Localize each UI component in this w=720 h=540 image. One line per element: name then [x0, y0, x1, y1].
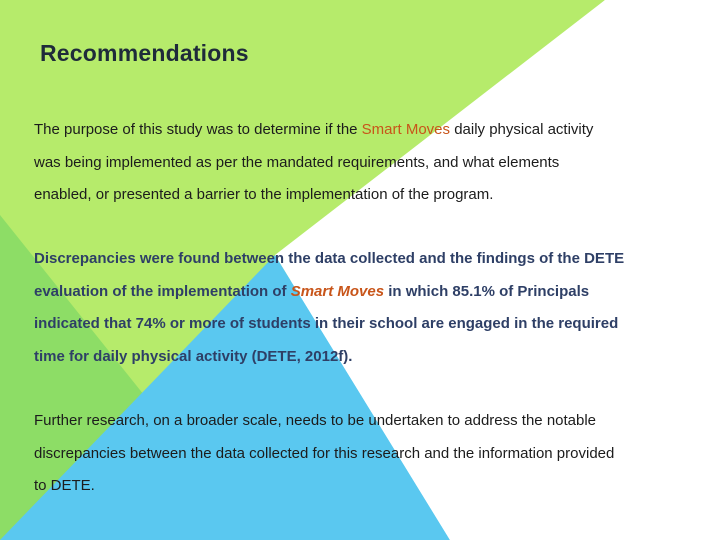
- further-research-line-2: discrepancies between the data collected for this research and the information provided: [34, 444, 615, 462]
- smart-moves-emphasis: Smart Moves: [290, 282, 385, 300]
- purpose-line-3: enabled, or presented a barrier to the implementation of the program.: [34, 186, 494, 203]
- discrepancies-line-3: indicated that 74% or more of students in their school are engaged in the required: [34, 315, 619, 332]
- discrepancies-line-1: Discrepancies were found between the data collected and the findings of the DETE: [34, 250, 625, 267]
- discrepancies-text: evaluation of the implementation of: [34, 282, 291, 300]
- further-research-line-3: to DETE.: [34, 477, 95, 494]
- purpose-text: The purpose of this study was to determine if the: [34, 121, 362, 138]
- purpose-line-1: [34, 114, 694, 147]
- discrepancies-text: in which 85.1% of Principals: [384, 282, 590, 300]
- purpose-text: daily physical activity: [450, 121, 594, 138]
- further-research-paragraph: [34, 405, 694, 503]
- purpose-paragraph: [34, 114, 694, 212]
- discrepancies-line-2: [34, 276, 694, 309]
- discrepancies-line-4: time for daily physical activity (DETE, 2012f).: [34, 347, 353, 365]
- further-research-line-1: Further research, on a broader scale, needs to be undertaken to address the notable: [34, 412, 597, 429]
- smart-moves-emphasis: Smart Moves: [361, 121, 451, 138]
- purpose-line-2: was being implemented as per the mandated requirements, and what elements: [34, 153, 560, 171]
- discrepancies-paragraph: [34, 243, 694, 373]
- slide-title: Recommendations: [40, 40, 249, 66]
